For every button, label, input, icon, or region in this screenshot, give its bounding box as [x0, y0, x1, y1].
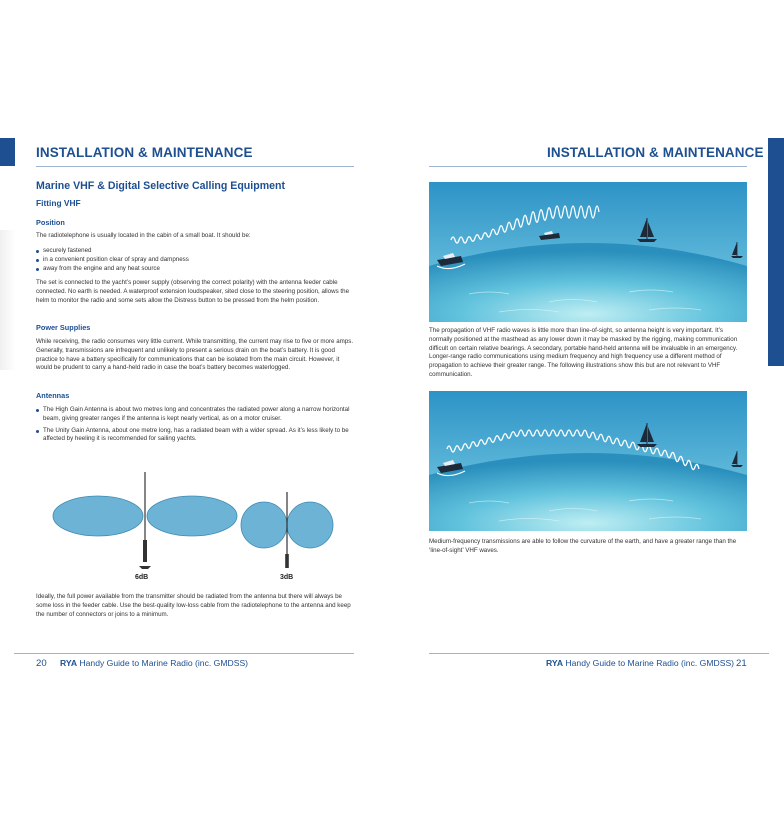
- mf-propagation-illustration: [429, 391, 747, 531]
- antenna-beam-diagram: [40, 470, 340, 590]
- position-bullet-list: [36, 247, 354, 273]
- unity-gain-beam-right: [287, 502, 333, 548]
- right-footer-rule: [429, 653, 769, 654]
- sea-horizon: [429, 453, 747, 531]
- power-supplies-heading: Power Supplies: [36, 323, 91, 332]
- position-heading: Position: [36, 218, 65, 227]
- list-item: away from the engine and any heat source: [36, 265, 354, 274]
- left-section-title: INSTALLATION & MAINTENANCE: [36, 145, 253, 160]
- page-edge-tab-left: [0, 138, 15, 166]
- high-gain-beam-left: [53, 496, 143, 536]
- right-section-title: INSTALLATION & MAINTENANCE: [547, 145, 764, 160]
- page-fold-shadow: [0, 230, 16, 370]
- left-footer-rule: [14, 653, 354, 654]
- right-page-number: 21: [736, 658, 747, 669]
- power-supplies-paragraph: While receiving, the radio consumes very little current. While transmitting, the current may rise to five or more amps. Generally, transmissions are infrequent and unlikely to present a serious drain on the boat’s battery. It is good practice to have a battery specifically for communications that can be isolated from the main circuit. However, it would be prudent to carry a hand-held radio in case the boat’s battery becomes waterlogged.: [36, 338, 354, 372]
- list-item: The High Gain Antenna is about two metres long and concentrates the radiated power along a narrow horizontal beam, giving greater ranges if the antenna is kept nearly vertical, as on a motor cruiser.: [36, 406, 354, 424]
- left-page-number: 20: [36, 658, 47, 669]
- high-gain-antenna-base: [143, 540, 147, 562]
- footer-brand: RYA: [60, 658, 78, 668]
- list-item: The Unity Gain Antenna, about one metre long, has a radiated beam with a wider spread. As it’s less likely to be affected by heeling it is recommended for sailing yachts.: [36, 427, 354, 445]
- closing-paragraph: Ideally, the full power available from the transmitter should be radiated from the antenna but there will always be some loss in the feeder cable. Use the best-quality low-loss cable from the radiotelephone to the antenna and keep the number of connectors or joins to a minimum.: [36, 593, 351, 618]
- fitting-vhf-subheading: Fitting VHF: [36, 198, 81, 208]
- footer-book-title: Handy Guide to Marine Radio (inc. GMDSS): [563, 658, 735, 668]
- high-gain-beam-right: [147, 496, 237, 536]
- position-intro: The radiotelephone is usually located in the cabin of a small boat. It should be:: [36, 232, 251, 239]
- right-title-rule: [429, 166, 747, 167]
- list-item: in a convenient position clear of spray and dampness: [36, 256, 354, 265]
- left-footer-title: [60, 658, 248, 668]
- vhf-caption: The propagation of VHF radio waves is little more than line-of-sight, so antenna height is very important. It’s normally positioned at the masthead as any lower down it may be masked by the rigging, making communication difficult on certain relative bearings. A secondary, portable hand-held antenna will be invaluable in an emergency. Longer-range radio communications using medium frequency and high frequency use a different method of propagation to achieve their greater range. The following illustrations show this but are not relevant to VHF communication.: [429, 327, 738, 378]
- left-title-rule: [36, 166, 354, 167]
- mf-caption: Medium-frequency transmissions are able to follow the curvature of the earth, and have a greater range than the ‘line-of-sight’ VHF waves.: [429, 538, 737, 554]
- antennas-heading: Antennas: [36, 391, 70, 400]
- high-gain-label: 6dB: [135, 574, 149, 581]
- list-item: securely fastened: [36, 247, 354, 256]
- right-footer-title: [546, 658, 734, 668]
- position-paragraph: The set is connected to the yacht’s power supply (observing the correct polarity) with the antenna feeder cable connected. No earth is needed. A waterproof extension loudspeaker, sited close to the steering position, allows the helm to monitor the radio and some sets allow the Distress button to be pressed from the helm position.: [36, 279, 350, 304]
- unity-gain-label: 3dB: [280, 574, 294, 581]
- unity-gain-antenna-base: [285, 554, 289, 568]
- page-edge-tab-right: [768, 138, 784, 366]
- boat-hull-icon: [139, 566, 151, 569]
- left-heading: Marine VHF & Digital Selective Calling Equipment: [36, 180, 285, 192]
- vhf-propagation-illustration: [429, 182, 747, 322]
- footer-book-title: Handy Guide to Marine Radio (inc. GMDSS): [77, 658, 249, 668]
- footer-brand: RYA: [546, 658, 564, 668]
- antennas-bullet-list: [36, 406, 354, 447]
- unity-gain-beam-left: [241, 502, 287, 548]
